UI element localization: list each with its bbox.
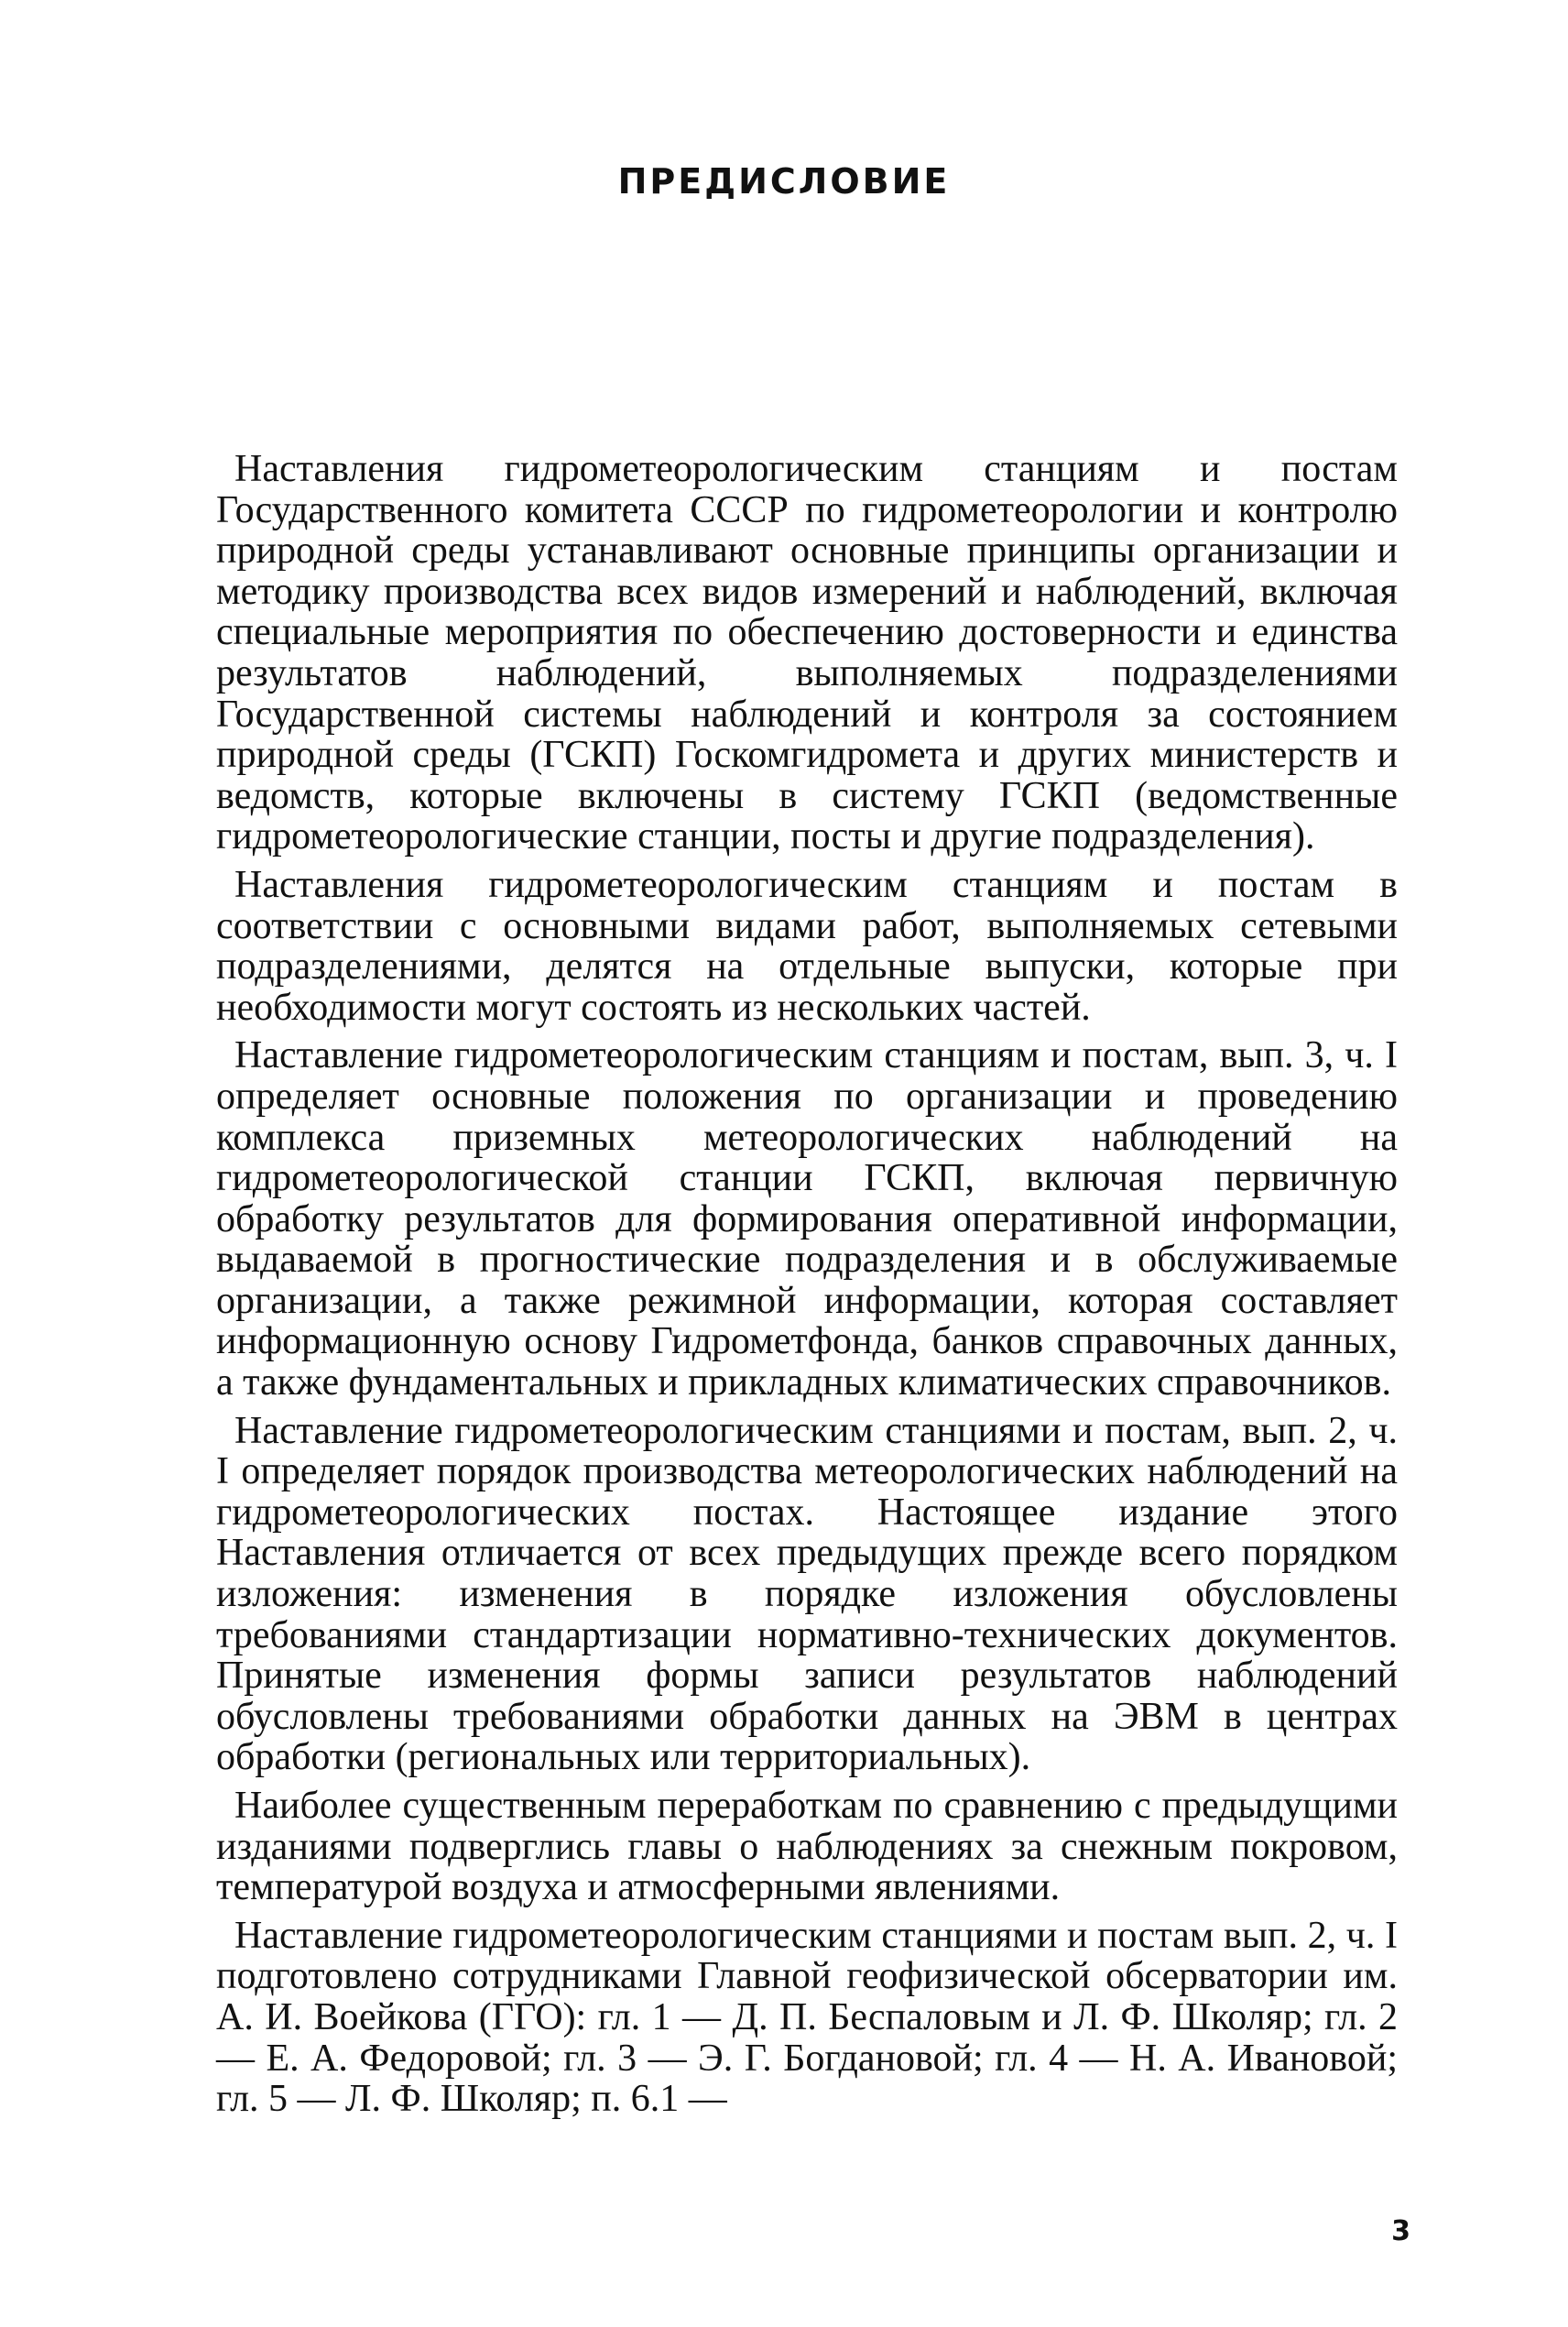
page-number: 3 [1391, 2215, 1410, 2247]
paragraph-5: Наиболее существенным переработкам по сравнению с предыдущими изданиями подверглись главы о наблюдениях за снежным покровом, температурой воздуха и атмосферными явлениями. [216, 1785, 1398, 1909]
paragraph-1: Наставления гидрометеорологическим станциям и постам Государственного комитета СССР по гидрометеорологии и контролю природной среды устанавливают основные принципы организации и методику производства всех видов измерений и наблюдений, включая специальные мероприятия по обеспечению достоверности и единства результатов наблюдений, выполняемых подразделениями Государственной системы наблюдений и контроля за состоянием природной среды (ГСКП) Госкомгидромета и других министерств и ведомств, которые включены в систему ГСКП (ведомственные гидрометеорологические станции, посты и другие подразделения). [216, 448, 1398, 858]
preface-body [216, 449, 1398, 2127]
page-title: ПРЕДИСЛОВИЕ [617, 161, 951, 202]
paragraph-4: Наставление гидрометеорологическим станциями и постам, вып. 2, ч. I определяет порядок производства метеорологических наблюдений на гидрометеорологических постах. Настоящее издание этого Наставления отличается от всех предыдущих прежде всего порядком изложения: изменения в порядке изложения обусловлены требованиями стандартизации нормативно-технических документов. Принятые изменения формы записи результатов наблюдений обусловлены требованиями обработки данных на ЭВМ в центрах обработки (региональных или территориальных). [216, 1409, 1398, 1779]
paragraph-6: Наставление гидрометеорологическим станциями и постам вып. 2, ч. I подготовлено сотрудниками Главной геофизической обсерватории им. А. И. Воейкова (ГГО): гл. 1 — Д. П. Беспаловым и Л. Ф. Школяр; гл. 2 — Е. А. Федоровой; гл. 3 — Э. Г. Богдановой; гл. 4 — Н. А. Ивановой; гл. 5 — Л. Ф. Школяр; п. 6.1 — [216, 1914, 1398, 2121]
paragraph-3: Наставление гидрометеорологическим станциям и постам, вып. 3, ч. I определяет основные положения по организации и проведению комплекса приземных метеорологических наблюдений на гидрометеорологической станции ГСКП, включая первичную обработку результатов для формирования оперативной информации, выдаваемой в прогностические подразделения и в обслуживаемые организации, а также режимной информации, которая составляет информационную основу Гидрометфонда, банков справочных данных, а также фундаментальных и прикладных климатических справочников. [216, 1034, 1398, 1404]
paragraph-2: Наставления гидрометеорологическим станциям и постам в соответствии с основными видами работ, выполняемых сетевыми подразделениями, делятся на отдельные выпуски, которые при необходимости могут состоять из нескольких частей. [216, 863, 1398, 1029]
